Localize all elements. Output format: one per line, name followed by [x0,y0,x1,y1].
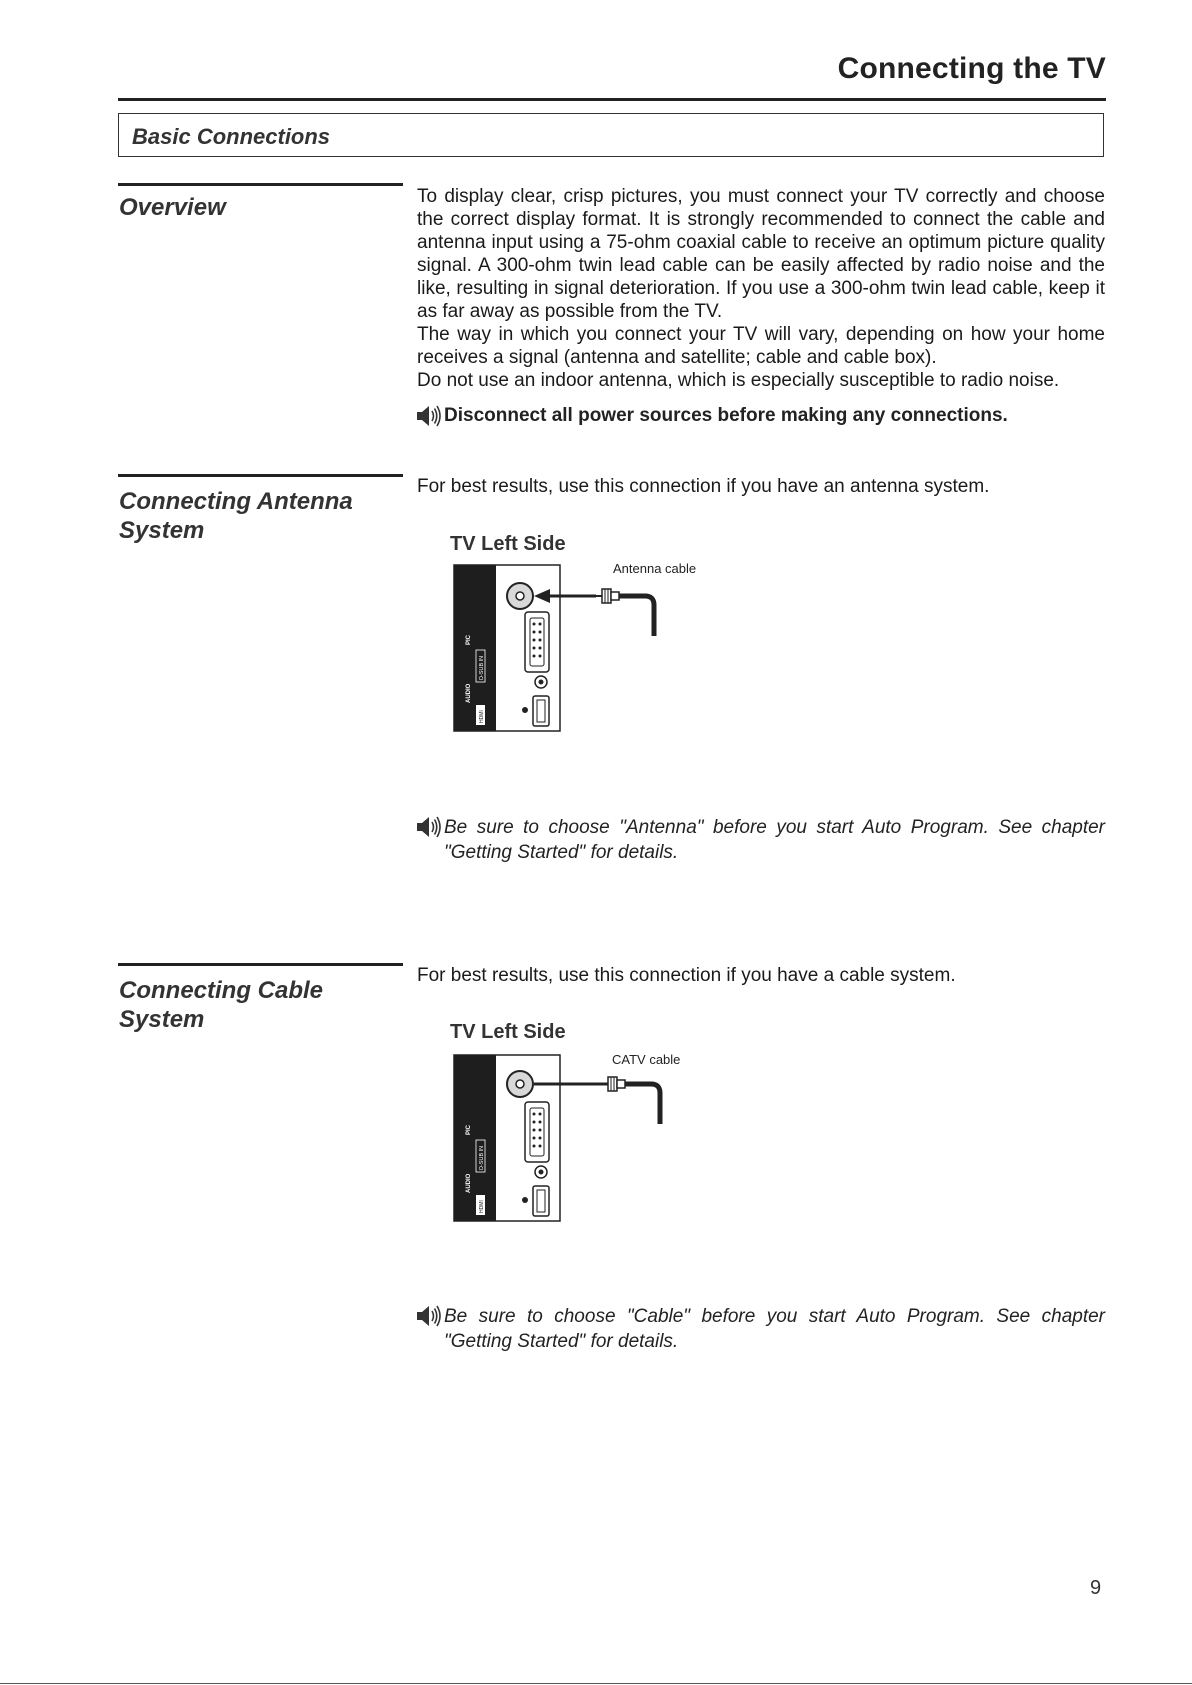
cable-heading-line: System [119,1006,205,1033]
cable-note-text: Be sure to choose "Cable" before you start Auto Program. See chapter "Getting Started" for details. [444,1306,1105,1352]
panel-label: AUDIO [466,683,472,703]
cable-heading-line: Connecting Cable [119,977,324,1004]
catv-cable-label: CATV cable [612,1052,681,1067]
cable-rule [118,963,403,966]
antenna-rule [118,474,403,477]
antenna-heading-line: System [119,517,205,544]
speaker-icon [415,814,442,840]
cable-diagram-label: TV Left Side [450,1021,566,1043]
antenna-diagram-label: TV Left Side [450,533,566,555]
page-number: 9 [1090,1577,1102,1599]
panel-label: D-SUB IN [479,655,485,680]
overview-body [417,185,1105,392]
overview-note [415,404,1105,429]
overview-paragraph: To display clear, crisp pictures, you must connect your TV correctly and choose the correct display format. It is strongly recommended to connect the cable and antenna input using a 75-ohm coaxial cable to receive an optimum picture quality signal. A 300-ohm twin lead cable can be easily affected by radio noise and the like, resulting in signal deterioration. If you use a 300-ohm twin lead cable, keep it as far away as possible from the TV. [417,186,1105,322]
panel-label: PIC [466,1124,472,1135]
section-heading-box [118,113,1104,157]
title-rule [118,98,1106,101]
overview-rule [118,183,403,186]
overview-note-text: Disconnect all power sources before making any connections. [444,405,1008,426]
antenna-cable-label: Antenna cable [613,561,697,576]
overview-paragraph: The way in which you connect your TV will vary, depending on how your home receives a signal (antenna and satellite; cable and cable box). [417,324,1105,368]
overview-heading: Overview [119,194,226,221]
antenna-heading-line: Connecting Antenna [119,488,353,515]
antenna-note-text: Be sure to choose "Antenna" before you start Auto Program. See chapter "Getting Started" for details. [444,817,1105,863]
panel-label: HDMI [479,1200,485,1213]
cable-connection-diagram [450,1050,720,1225]
section-heading: Basic Connections [132,124,331,149]
antenna-heading [119,487,404,545]
panel-label: HDMI [479,710,485,723]
panel-label: AUDIO [466,1173,472,1193]
panel-label: D-SUB IN [479,1145,485,1170]
bottom-rule [0,1683,1192,1684]
antenna-intro: For best results, use this connection if you have an antenna system. [417,476,990,497]
speaker-icon [415,403,442,429]
panel-label: PIC [466,634,472,645]
page-title: Connecting the TV [837,52,1106,85]
cable-note [415,1304,1105,1354]
overview-paragraph: Do not use an indoor antenna, which is especially susceptible to radio noise. [417,370,1060,391]
cable-heading [119,976,404,1034]
antenna-note [415,815,1105,865]
antenna-connection-diagram [450,560,720,735]
cable-intro: For best results, use this connection if you have a cable system. [417,965,956,986]
speaker-icon [415,1303,442,1329]
